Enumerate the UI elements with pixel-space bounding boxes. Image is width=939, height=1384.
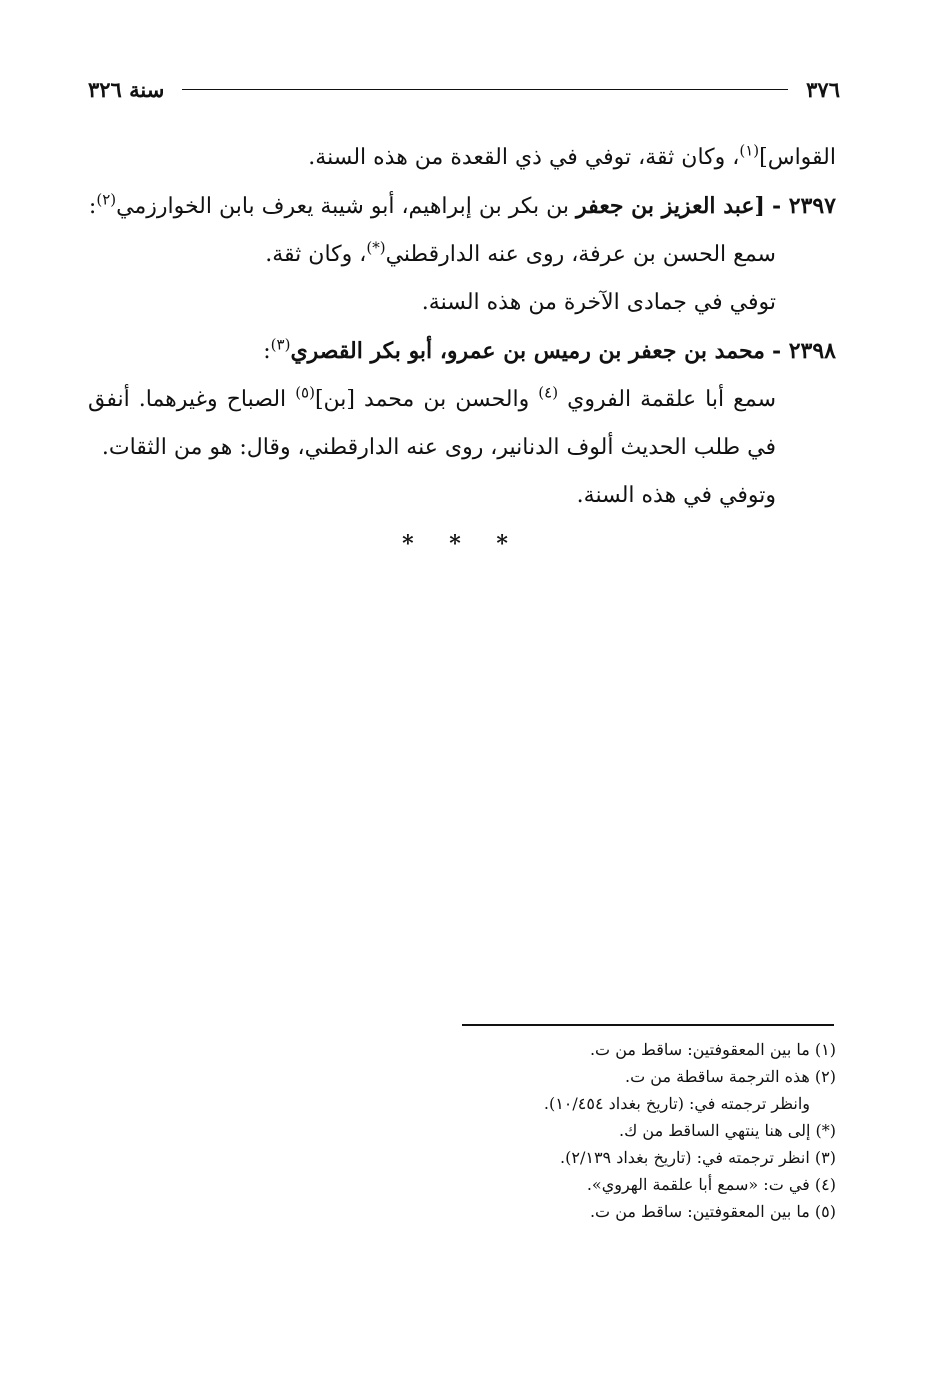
intro-text: القواس] xyxy=(759,145,836,170)
paragraph-text: والحسن بن محمد [بن] xyxy=(314,387,530,412)
entry-2397-heading xyxy=(88,182,836,231)
main-text xyxy=(88,134,836,568)
footnote-ref: (*) xyxy=(366,238,386,257)
intro-rest: ، وكان ثقة، توفي في ذي القعدة من هذه السنة. xyxy=(308,145,740,170)
footnote-ref: (٢) xyxy=(96,190,117,209)
header-rule xyxy=(182,89,788,90)
entry-2397-line-1 xyxy=(88,231,836,279)
entry-colon: : xyxy=(88,194,97,219)
entry-colon: : xyxy=(263,339,271,364)
entry-number: ٢٣٩٧ - xyxy=(771,193,836,219)
footnote-ref: (٥) xyxy=(295,383,315,402)
footnote-ref: (٤) xyxy=(538,383,559,402)
footnote-1: (١) ما بين المعقوفتين: ساقط من ت. xyxy=(589,1040,836,1059)
entry-name: محمد بن جعفر بن رميس بن عمرو، أبو بكر القصري xyxy=(290,338,765,364)
footnote-4: (٤) في ت: «سمع أبا علقمة الهروي». xyxy=(586,1175,836,1194)
footnote-rule xyxy=(462,1024,834,1026)
entry-2398-heading xyxy=(88,327,836,376)
intro-paragraph xyxy=(88,134,836,182)
paragraph-text: سمع أبا علقمة الفروي xyxy=(567,387,777,412)
footnote-ref: (٣) xyxy=(270,335,291,354)
running-title: سنة ٣٢٦ xyxy=(88,76,165,102)
page-header xyxy=(88,72,840,106)
entry-number: ٢٣٩٨ - xyxy=(771,338,836,364)
entry-text: بن بكر بن إبراهيم، أبو شيبة يعرف بابن الخوارزمي xyxy=(116,194,570,219)
footnotes xyxy=(300,1036,836,1225)
entry-2397-line-2: توفي في جمادى الآخرة من هذه السنة. xyxy=(421,290,776,315)
entry-line-rest: ، وكان ثقة. xyxy=(265,242,367,267)
footnote-3: (٣) انظر ترجمته في: (تاريخ بغداد ٢/١٣٩). xyxy=(560,1148,836,1167)
entry-2398-paragraph-1 xyxy=(88,376,836,472)
entry-2398-paragraph-2: وتوفي في هذه السنة. xyxy=(576,483,776,508)
footnote-5: (٥) ما بين المعقوفتين: ساقط من ت. xyxy=(589,1202,836,1221)
footnote-2: (٢) هذه الترجمة ساقطة من ت. xyxy=(625,1067,836,1086)
section-separator: * * * xyxy=(402,531,522,557)
paragraph-text: الصباح وغيرهما. أنفق في طلب الحديث ألوف الدنانير، روى عنه الدارقطني، وقال: هو من الثقات. xyxy=(88,387,776,460)
footnote-ref: (١) xyxy=(739,141,760,160)
page-number: ٣٧٦ xyxy=(806,76,840,102)
footnote-star: (*) إلى هنا ينتهي الساقط من ك. xyxy=(619,1121,836,1140)
entry-line-text: سمع الحسن بن عرفة، روى عنه الدارقطني xyxy=(385,242,776,267)
entry-name: [عبد العزيز بن جعفر xyxy=(576,193,765,219)
footnote-2-continued: وانظر ترجمته في: (تاريخ بغداد ١٠/٤٥٤). xyxy=(543,1094,810,1113)
